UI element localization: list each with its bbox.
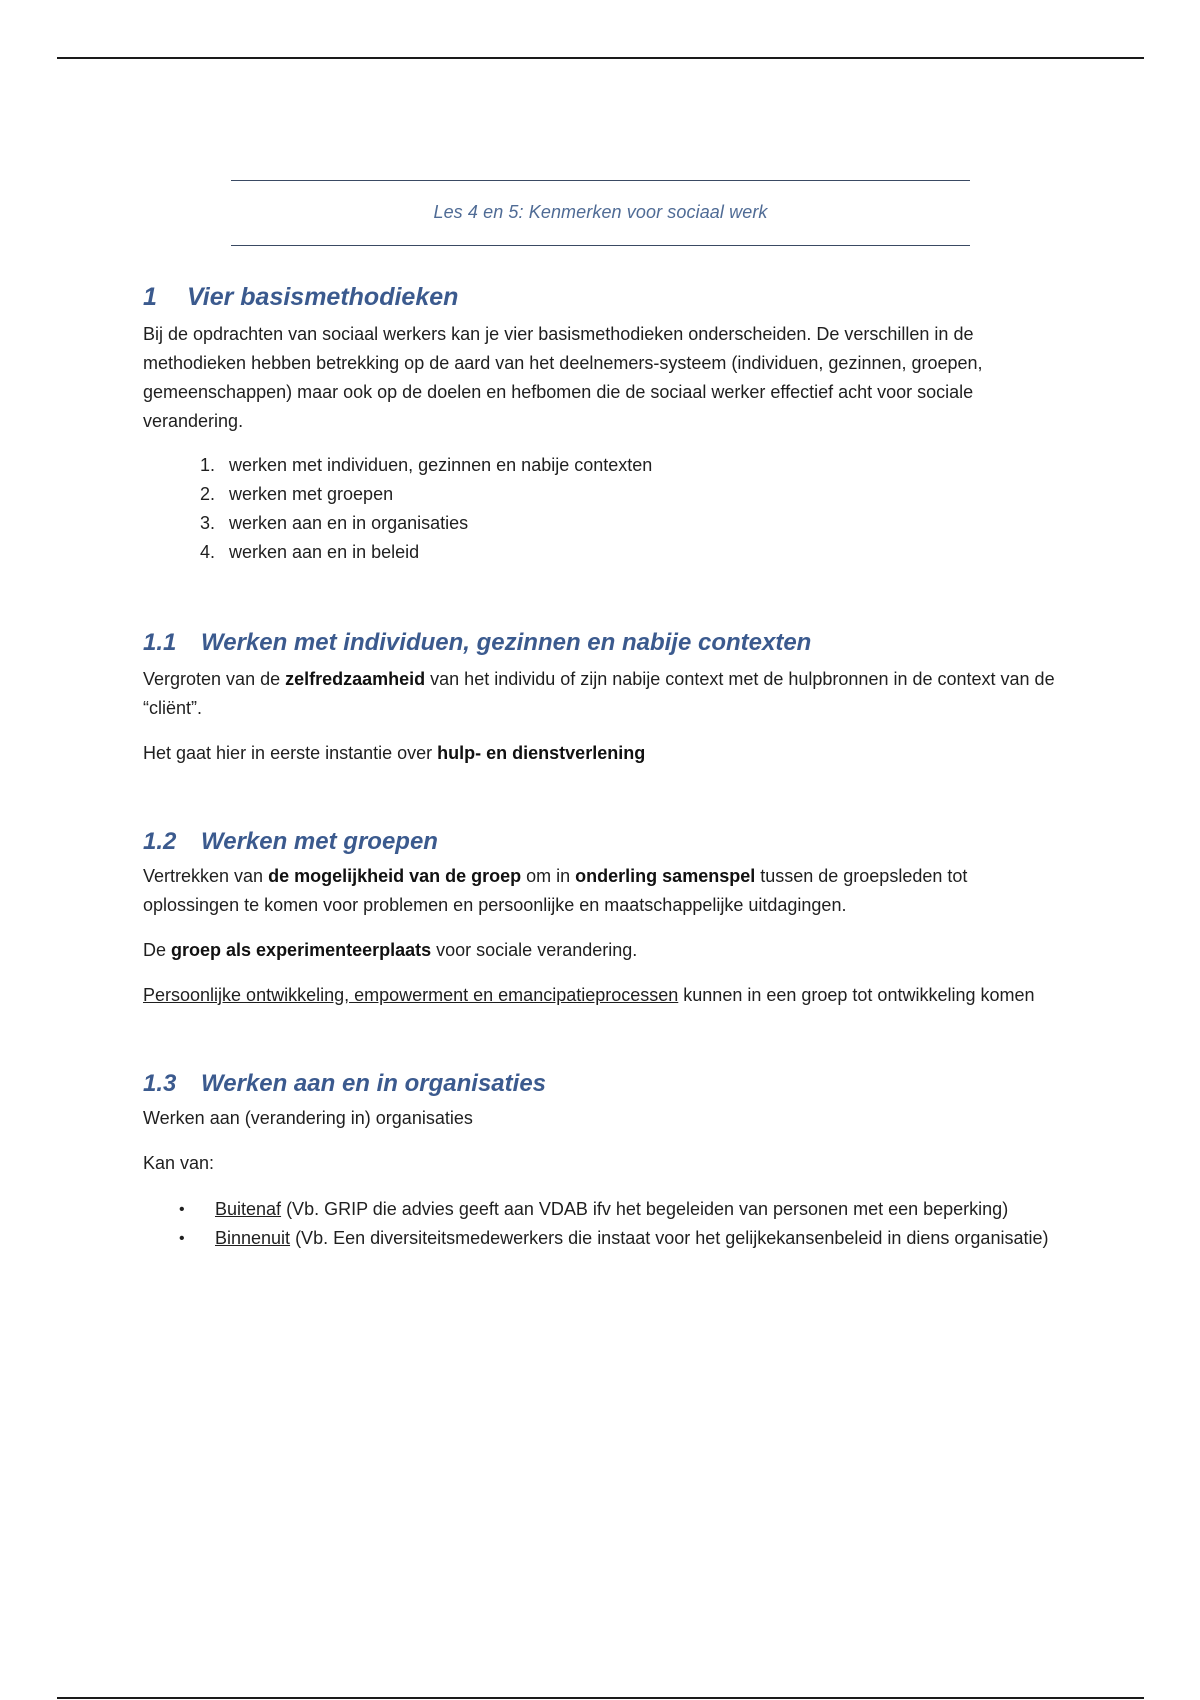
heading-werken-aan-en-in-organisaties: [143, 1070, 1063, 1098]
page-top-rule: [57, 57, 1144, 59]
section-1-paragraph: Bij de opdrachten van sociaal werkers kan je vier basismethodieken onderscheiden. De verschillen in de methodieken hebben betrekking op de aard van het deelnemers-systeem (individuen, gezinnen, groepen, gemeenschappen) maar ook op de doelen en hefbomen die de sociaal werker effectief acht voor sociale verandering.: [143, 324, 983, 431]
organisaties-bullet-list: [143, 1195, 1063, 1253]
heading-text: Vier basismethodieken: [187, 283, 459, 311]
list-item: [143, 509, 1063, 538]
list-item: [143, 538, 1063, 567]
list-marker: 1.: [199, 455, 215, 475]
list-item-text: werken aan en in organisaties: [229, 513, 469, 533]
text-run: om in: [521, 866, 576, 886]
heading-text: Werken met groepen: [201, 828, 438, 855]
text-run: De: [143, 940, 172, 960]
underlined-term: Binnenuit: [215, 1228, 291, 1248]
heading-number: 1: [143, 283, 157, 311]
heading-number: 1.3: [143, 1070, 177, 1097]
bullet-item: [143, 1224, 1063, 1253]
section-1-1-paragraph-2: [143, 739, 1063, 768]
text-run: van het individu of zijn nabije context met de hulpbronnen in de context van de “cliënt”.: [143, 669, 1055, 718]
list-item-text: werken aan en in beleid: [229, 542, 420, 562]
section-1-2-paragraph-3: [143, 981, 1063, 1010]
section-1-1-paragraph-1: [143, 665, 1063, 723]
list-item: [143, 451, 1063, 480]
text-run: Het gaat hier in eerste instantie over: [143, 743, 438, 763]
emphasis-onderling-samenspel: onderling samenspel: [575, 866, 756, 886]
emphasis-zelfredzaamheid: zelfredzaamheid: [285, 669, 426, 689]
document-body: [143, 283, 1063, 1253]
heading-vier-basismethodieken: [143, 283, 1063, 312]
heading-number: 1.1: [143, 629, 177, 656]
list-item-text: werken met individuen, gezinnen en nabije contexten: [229, 455, 653, 475]
underlined-phrase: Persoonlijke ontwikkeling, empowerment en emancipatieprocessen: [143, 985, 679, 1005]
title-bottom-rule: [231, 245, 970, 246]
text-run: kunnen in een groep tot ontwikkeling komen: [678, 985, 1035, 1005]
heading-number: 1.2: [143, 828, 177, 855]
document-title-block: [231, 180, 970, 246]
bullet-text: [215, 1224, 1063, 1253]
bullet-marker: •: [179, 1230, 185, 1247]
emphasis-mogelijkheid-groep: de mogelijkheid van de groep: [268, 866, 522, 886]
text-run: (Vb. GRIP die advies geeft aan VDAB ifv het begeleiden van personen met een beperking): [281, 1199, 1009, 1219]
heading-werken-met-groepen: [143, 828, 1063, 856]
emphasis-hulp-en-dienstverlening: hulp- en dienstverlening: [437, 743, 646, 763]
list-marker: 2.: [199, 484, 215, 504]
emphasis-groep-experimenteerplaats: groep als experimenteerplaats: [171, 940, 432, 960]
bullet-text: [215, 1195, 1063, 1224]
bullet-item: [143, 1195, 1063, 1224]
text-run: (Vb. Een diversiteitsmedewerkers die instaat voor het gelijkekansenbeleid in diens organisatie): [290, 1228, 1049, 1248]
list-marker: 3.: [199, 513, 215, 533]
page-bottom-rule: [57, 1697, 1144, 1699]
text-run: voor sociale verandering.: [431, 940, 638, 960]
basismethodieken-list: [143, 451, 1063, 567]
section-1-3-paragraph-1: Werken aan (verandering in) organisaties: [143, 1108, 473, 1128]
section-1-2-paragraph-2: [143, 936, 1063, 965]
heading-werken-met-individuen: [143, 629, 1063, 657]
document-title: Les 4 en 5: Kenmerken voor sociaal werk: [433, 202, 768, 222]
section-1-3-paragraph-2: Kan van:: [143, 1153, 215, 1173]
text-run: tussen de groepsleden tot oplossingen te komen voor problemen en persoonlijke en maatschappelijke uitdagingen.: [143, 866, 968, 915]
heading-text: Werken met individuen, gezinnen en nabije contexten: [201, 629, 812, 656]
list-item: [143, 480, 1063, 509]
list-marker: 4.: [199, 542, 215, 562]
heading-text: Werken aan en in organisaties: [201, 1070, 547, 1097]
underlined-term: Buitenaf: [215, 1199, 282, 1219]
section-1-2-paragraph-1: [143, 862, 1063, 920]
bullet-marker: •: [179, 1201, 185, 1218]
text-run: Vertrekken van: [143, 866, 269, 886]
text-run: Vergroten van de: [143, 669, 286, 689]
list-item-text: werken met groepen: [229, 484, 394, 504]
